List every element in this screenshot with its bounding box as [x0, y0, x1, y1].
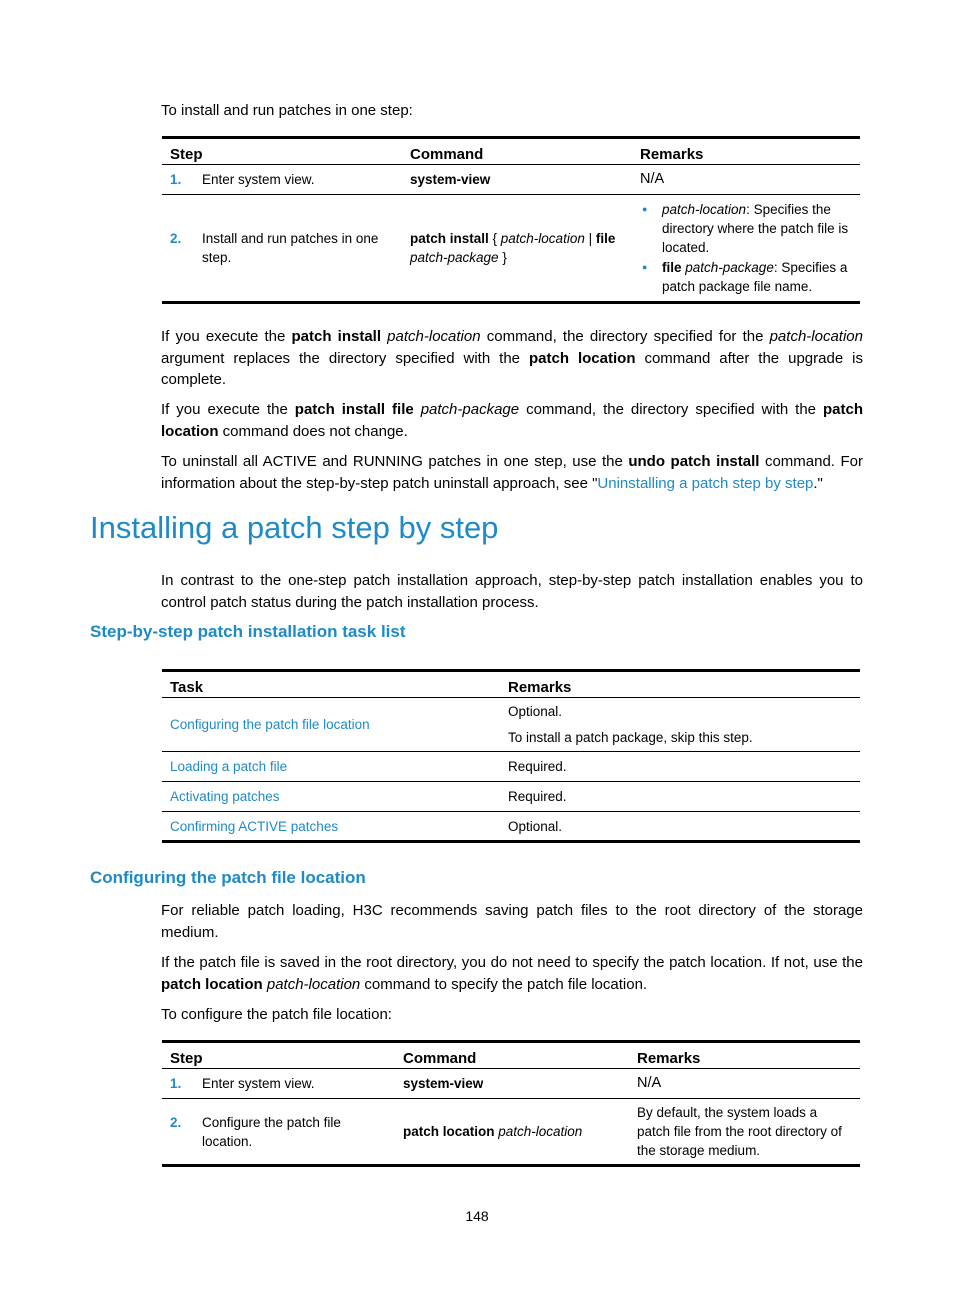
command-cell [395, 1099, 629, 1166]
task-cell [162, 812, 500, 842]
remarks-cell: N/A [632, 165, 860, 195]
task-cell [162, 752, 500, 782]
subsection-title-configuring-location: Configuring the patch file location [90, 868, 366, 887]
step-number: 1. [170, 172, 182, 187]
paragraph-patch-install [161, 326, 863, 391]
step-number: 2. [170, 231, 182, 246]
subsection-title-task-list: Step-by-step patch installation task list [90, 622, 406, 641]
command-arg: patch-location [500, 231, 585, 246]
step-number: 2. [170, 1114, 182, 1130]
one-step-table [162, 136, 860, 304]
section-title: Installing a patch step by step [90, 510, 499, 545]
command-pipe: | [584, 231, 596, 246]
text: If you execute the [161, 328, 292, 345]
list-item [640, 258, 852, 296]
table-header-row [162, 138, 860, 165]
text: If you execute the [161, 401, 295, 418]
step-text: Install and run patches in one step. [202, 231, 379, 265]
remarks-list [640, 200, 852, 296]
step-cell [162, 1099, 395, 1166]
remarks-cell: Required. [500, 752, 860, 782]
keyword: patch location [161, 401, 864, 440]
remarks-cell [500, 698, 860, 752]
remarks-cell: Required. [500, 782, 860, 812]
text: command, the directory specified with the [519, 401, 823, 418]
link-loading-patch-file[interactable]: Loading a patch file [170, 759, 288, 774]
remark-text: : Specifies the directory where the patch file is located. [662, 202, 849, 255]
command-text: system-view [403, 1076, 484, 1091]
remark-line: Optional. [508, 704, 563, 719]
text: command to specify the patch file location. [360, 975, 648, 993]
table-row [162, 812, 860, 842]
step-number: 1. [170, 1076, 182, 1091]
command-brace: { [488, 231, 501, 246]
remark-arg: patch-package [681, 260, 774, 275]
table-row [162, 698, 860, 752]
argument: patch-location [387, 328, 481, 345]
table-row [162, 782, 860, 812]
command-cell [395, 1069, 629, 1099]
text: argument replaces the directory specified with the [161, 349, 529, 367]
remarks-cell: N/A [629, 1069, 860, 1099]
task-list-table [162, 669, 860, 843]
intro-one-step: To install and run patches in one step: [161, 102, 413, 119]
paragraph-patch-install-file [161, 399, 863, 442]
argument: patch-package [420, 401, 520, 418]
text: command after the upgrade is complete. [161, 349, 863, 388]
command-brace: } [498, 250, 507, 265]
link-activating-patches[interactable]: Activating patches [170, 789, 280, 804]
keyword: patch location [529, 349, 636, 367]
table-row [162, 1069, 860, 1099]
command-arg: patch-location [494, 1124, 583, 1139]
configure-location-table [162, 1040, 860, 1167]
step-text: Enter system view. [202, 172, 315, 187]
table-row [162, 1099, 860, 1166]
header-remarks: Remarks [629, 1042, 860, 1069]
header-step: Step [162, 138, 402, 165]
remarks-cell: By default, the system loads a patch file from the root directory of the storage medium. [637, 1105, 842, 1158]
text: To uninstall all ACTIVE and RUNNING patches in one step, use the [161, 453, 629, 470]
table-header-row [162, 1042, 860, 1069]
header-remarks: Remarks [500, 671, 860, 698]
link-configuring-patch-file-location[interactable]: Configuring the patch file location [170, 717, 370, 732]
keyword: undo patch install [628, 453, 760, 470]
paragraph-uninstall [161, 451, 863, 494]
text: command does not change. [218, 422, 408, 440]
remarks-cell: Optional. [508, 818, 563, 834]
command-keyword: file [595, 231, 616, 246]
table-row [162, 752, 860, 782]
remark-keyword: file [662, 260, 682, 275]
text: command. For information about the step-by-step patch uninstall approach, see " [161, 453, 863, 492]
header-remarks: Remarks [632, 138, 860, 165]
remarks-cell [632, 195, 860, 303]
paragraph-reliable-loading: For reliable patch loading, H3C recommends saving patch files to the root directory of the storage medium. [161, 902, 863, 941]
command-text: system-view [410, 172, 491, 187]
keyword: patch install [291, 328, 382, 345]
header-task: Task [162, 671, 500, 698]
page-number: 148 [465, 1208, 489, 1224]
remark-text: : Specifies a patch package file name. [662, 260, 848, 294]
list-item [640, 200, 852, 257]
paragraph-step-by-step-intro: In contrast to the one-step patch installation approach, step-by-step patch installation enables you to control patch status during the patch installation process. [161, 572, 863, 611]
text [414, 401, 421, 418]
step-cell [162, 1069, 395, 1099]
text: command, the directory specified for the [480, 328, 770, 345]
argument: patch-location [266, 975, 361, 993]
command-arg: patch-package [410, 250, 499, 265]
intro-configure: To configure the patch file location: [161, 1006, 392, 1023]
command-cell [402, 195, 632, 303]
table-header-row [162, 671, 860, 698]
argument: patch-location [769, 328, 863, 345]
command-keyword: patch install [410, 231, 489, 246]
keyword: patch install file [294, 401, 414, 418]
link-confirming-active-patches[interactable]: Confirming ACTIVE patches [170, 818, 339, 834]
header-step: Step [162, 1042, 395, 1069]
header-command: Command [395, 1042, 629, 1069]
task-cell [162, 698, 500, 752]
command-keyword: patch location [403, 1124, 495, 1139]
text: If the patch file is saved in the root directory, you do not need to specify the patch location. If not, use the [161, 954, 863, 971]
table-row [162, 195, 860, 303]
remark-line: To install a patch package, skip this step. [508, 730, 753, 745]
text: ." [813, 474, 823, 492]
link-uninstalling-step-by-step[interactable]: Uninstalling a patch step by step [597, 474, 814, 492]
step-cell [162, 165, 402, 195]
paragraph-root-directory [161, 952, 863, 995]
step-cell [162, 195, 402, 303]
step-text: Configure the patch file location. [202, 1114, 341, 1149]
task-cell [162, 782, 500, 812]
header-command: Command [402, 138, 632, 165]
command-cell [402, 165, 632, 195]
keyword: patch location [161, 975, 263, 993]
table-row [162, 165, 860, 195]
step-text: Enter system view. [202, 1076, 315, 1091]
remark-arg: patch-location [662, 202, 747, 217]
